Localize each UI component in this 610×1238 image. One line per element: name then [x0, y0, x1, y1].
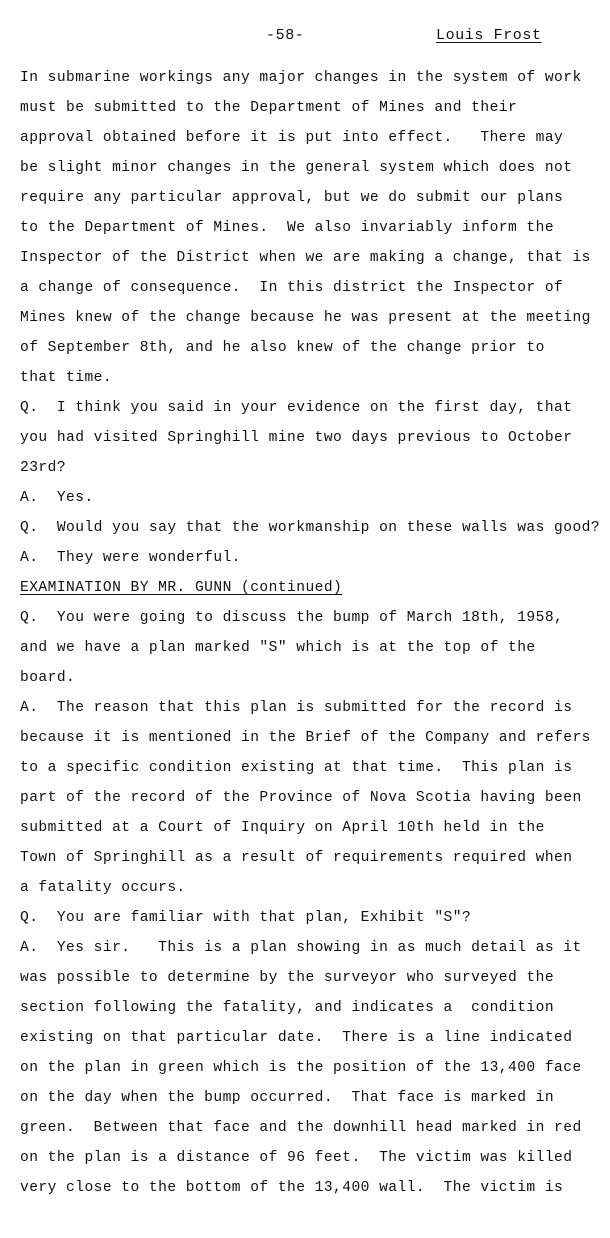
transcript-line [20, 812, 595, 842]
transcript-line-text: to the Department of Mines. We also invariably inform the [20, 220, 555, 236]
transcript-line-text: 23rd? [20, 460, 67, 476]
transcript-line [20, 902, 595, 932]
transcript-line-text: on the plan is a distance of 96 feet. The victim was killed [20, 1150, 573, 1166]
transcript-line-text: A. Yes. [20, 490, 94, 506]
transcript-line [20, 602, 595, 632]
transcript-line [20, 122, 595, 152]
transcript-line-text: Q. You are familiar with that plan, Exhibit "S"? [20, 910, 472, 926]
transcript-line-text: existing on that particular date. There is a line indicated [20, 1030, 573, 1046]
transcript-line [20, 242, 595, 272]
transcript-body [20, 62, 601, 1202]
transcript-line-text: must be submitted to the Department of Mines and their [20, 100, 518, 116]
transcript-line-text: green. Between that face and the downhill head marked in red [20, 1120, 582, 1136]
transcript-line-text: on the plan in green which is the position of the 13,400 face [20, 1060, 582, 1076]
transcript-line-text: was possible to determine by the surveyor who surveyed the [20, 970, 555, 986]
transcript-line-text: approval obtained before it is put into effect. There may [20, 130, 564, 146]
transcript-line-text: you had visited Springhill mine two days previous to October [20, 430, 573, 446]
transcript-line-text: a fatality occurs. [20, 880, 186, 896]
transcript-line [20, 1172, 595, 1202]
transcript-line [20, 62, 595, 92]
transcript-line-text: section following the fatality, and indicates a condition [20, 1000, 555, 1016]
page-header [0, 27, 610, 49]
transcript-line-text: part of the record of the Province of Nova Scotia having been [20, 790, 582, 806]
transcript-line [20, 302, 595, 332]
transcript-line [20, 512, 601, 542]
transcript-line [20, 1112, 595, 1142]
transcript-line [20, 482, 595, 512]
transcript-line [20, 992, 595, 1022]
transcript-line-text: because it is mentioned in the Brief of the Company and refers [20, 730, 591, 746]
witness-name: Louis Frost [436, 27, 542, 44]
transcript-line-text: Inspector of the District when we are making a change, that is [20, 250, 591, 266]
transcript-line [20, 1052, 595, 1082]
transcript-line [20, 782, 595, 812]
transcript-line-text: a change of consequence. In this district the Inspector of [20, 280, 564, 296]
transcript-line-text: Q. Would you say that the workmanship on these walls was good? [20, 520, 601, 536]
transcript-heading [20, 572, 595, 602]
transcript-heading-text: EXAMINATION BY MR. GUNN (continued) [20, 580, 343, 596]
transcript-line-text: board. [20, 670, 76, 686]
transcript-line [20, 1082, 595, 1112]
transcript-line [20, 422, 595, 452]
transcript-line [20, 542, 595, 572]
transcript-line-text: that time. [20, 370, 113, 386]
transcript-line [20, 932, 595, 962]
transcript-line [20, 212, 595, 242]
transcript-line-text: Mines knew of the change because he was present at the meeting [20, 310, 591, 326]
transcript-line [20, 452, 595, 482]
transcript-line-text: very close to the bottom of the 13,400 wall. The victim is [20, 1180, 564, 1196]
transcript-line [20, 722, 595, 752]
transcript-line [20, 662, 595, 692]
transcript-line-text: be slight minor changes in the general system which does not [20, 160, 573, 176]
transcript-line-text: Q. You were going to discuss the bump of March 18th, 1958, [20, 610, 564, 626]
transcript-line [20, 362, 595, 392]
transcript-line-text: submitted at a Court of Inquiry on April 10th held in the [20, 820, 545, 836]
transcript-line-text: Q. I think you said in your evidence on the first day, that [20, 400, 573, 416]
transcript-line [20, 872, 595, 902]
transcript-line-text: and we have a plan marked "S" which is at the top of the [20, 640, 536, 656]
transcript-line [20, 1142, 595, 1172]
transcript-line-text: Town of Springhill as a result of requirements required when [20, 850, 573, 866]
transcript-line [20, 632, 595, 662]
page-number: -58- [266, 27, 305, 44]
transcript-line [20, 152, 595, 182]
transcript-line [20, 92, 595, 122]
transcript-line [20, 1022, 595, 1052]
transcript-line-text: on the day when the bump occurred. That face is marked in [20, 1090, 555, 1106]
transcript-line-text: to a specific condition existing at that time. This plan is [20, 760, 573, 776]
transcript-line [20, 752, 595, 782]
transcript-line [20, 962, 595, 992]
transcript-line-text: require any particular approval, but we do submit our plans [20, 190, 564, 206]
transcript-line-text: A. They were wonderful. [20, 550, 241, 566]
transcript-line [20, 392, 595, 422]
transcript-line-text: of September 8th, and he also knew of the change prior to [20, 340, 545, 356]
transcript-line [20, 272, 595, 302]
transcript-line-text: A. The reason that this plan is submitted for the record is [20, 700, 573, 716]
transcript-line [20, 842, 595, 872]
transcript-line [20, 182, 595, 212]
transcript-line-text: A. Yes sir. This is a plan showing in as much detail as it [20, 940, 582, 956]
transcript-line [20, 332, 595, 362]
transcript-line [20, 692, 595, 722]
transcript-line-text: In submarine workings any major changes in the system of work [20, 70, 582, 86]
